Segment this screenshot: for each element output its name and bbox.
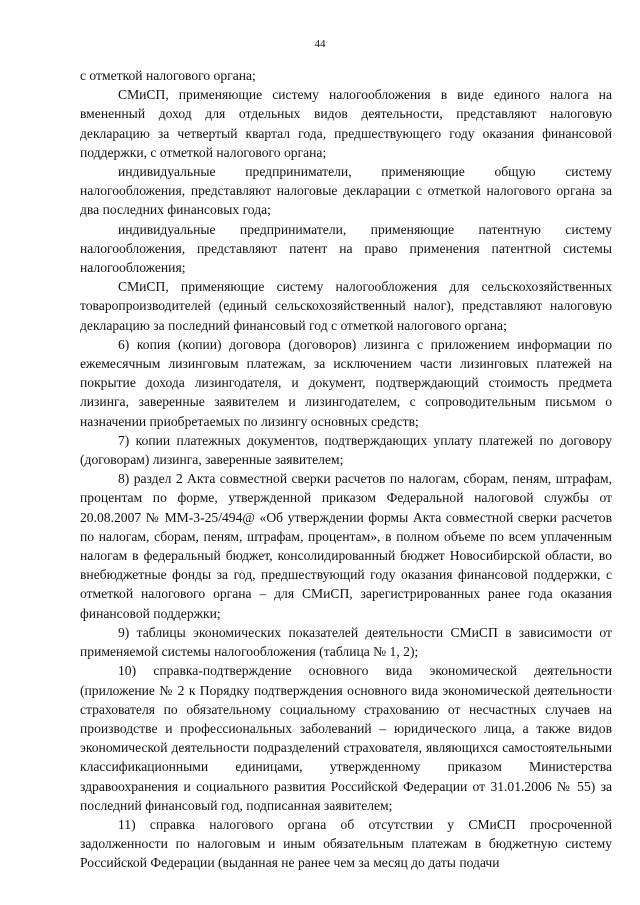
paragraph: индивидуальные предприниматели, применяющие общую систему налогообложения, представляют налоговые декларации с отметкой налогового органа за два последних финансовых года;	[80, 164, 612, 218]
paragraph: 9) таблицы экономических показателей деятельности СМиСП в зависимости от применяемой системы налогообложения (таблица № 1, 2);	[80, 624, 612, 660]
paragraph: 6) копия (копии) договора (договоров) лизинга с приложением информации по ежемесячным лизинговым платежам, за исключением части лизинговых платежей на покрытие дохода лизингодателя, и документ, подтверждающий стоимость предмета лизинга, заверенные заявителем и лизингодателем, с сопроводительным письмом о назначении приобретаемых по лизингу основных средств;	[80, 336, 612, 429]
paragraph: 11) справка налогового органа об отсутствии у СМиСП просроченной задолженности по налоговым и иным обязательным платежам в бюджетную систему Российской Федерации (выданная не ранее чем за месяц до даты подачи	[80, 816, 612, 871]
paragraph: 7) копии платежных документов, подтверждающих уплату платежей по договору (договорам) лизинга, заверенные заявителем;	[80, 432, 612, 468]
paragraph: 8) раздел 2 Акта совместной сверки расчетов по налогам, сборам, пеням, штрафам, процентам по форме, утвержденной приказом Федеральной налоговой службы от 20.08.2007 № ММ-3-25/494@ «Об утверждении формы Акта совместной сверки расчетов по налогам, сборам, пеням, штрафам, процентам», в полном объеме по всем уплаченным налогам в федеральный бюджет, консолидированный бюджет Новосибирской области, во внебюджетные фонды за год, предшествующий году оказания финансовой поддержки, с отметкой налогового органа – для СМиСП, зарегистрированных ранее года оказания финансовой поддержки;	[80, 471, 612, 621]
paragraph: 10) справка-подтверждение основного вида экономической деятельности (приложение № 2 к Порядку подтверждения основного вида экономической деятельности страхователя по обязательному социальному страхованию от несчастных случаев на производстве и профессиональных заболеваний – юридического лица, а также видов экономической деятельности подразделений страхователя, являющихся самостоятельными классификационными единицами, утвержденному приказом Министерства здравоохранения и социального развития Российской Федерации от 31.01.2006 № 55) за последний финансовый год, подписанная заявителем;	[80, 663, 612, 813]
paragraph: СМиСП, применяющие систему налогообложения в виде единого налога на вмененный доход для отдельных видов деятельности, представляют налоговую декларацию за четвертый квартал года, предшествующего году оказания финансовой поддержки, с отметкой налогового органа;	[80, 87, 612, 160]
paragraph: с отметкой налогового органа;	[80, 68, 256, 83]
body-text	[80, 66, 612, 873]
paragraph: индивидуальные предприниматели, применяющие патентную систему налогообложения, представляют патент на право применения патентной системы налогообложения;	[80, 221, 612, 276]
page-number: 44	[314, 38, 326, 50]
paragraph: СМиСП, применяющие систему налогообложения для сельскохозяйственных товаропроизводителей (единый сельскохозяйственный налог), представляют налоговую декларацию за последний финансовый год с отметкой налогового органа;	[80, 279, 612, 333]
